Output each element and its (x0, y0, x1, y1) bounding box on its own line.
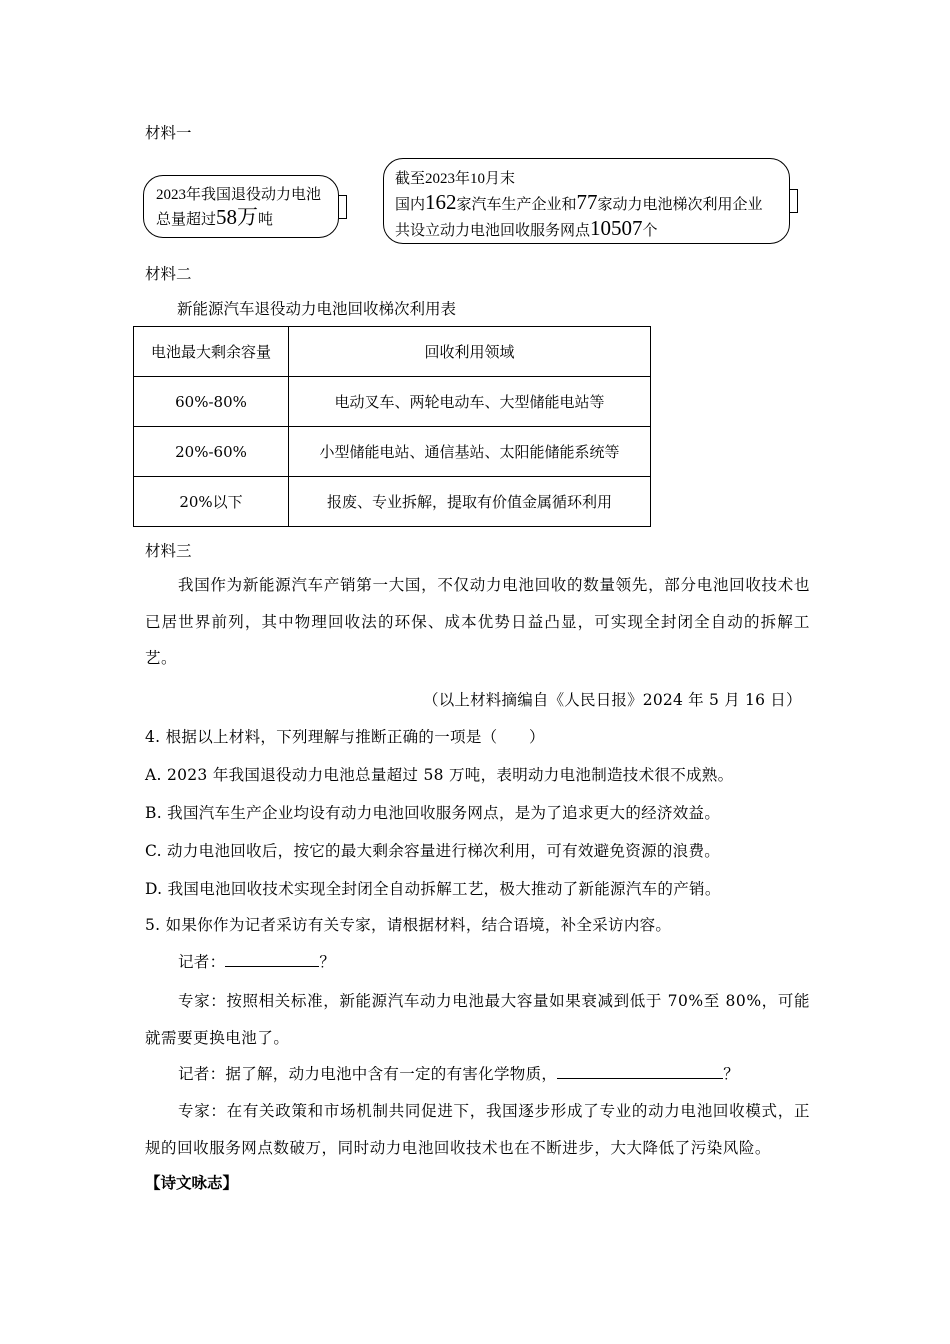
table-title: 新能源汽车退役动力电池回收梯次利用表 (177, 300, 457, 318)
battery2-terminal (790, 189, 798, 213)
material3-paragraph: 我国作为新能源汽车产销第一大国，不仅动力电池回收的数量领先，部分电池回收技术也已居世界前列，其中物理回收法的环保、成本优势日益凸显，可实现全封闭全自动的拆解工艺。 (145, 576, 810, 667)
battery1-number: 58万 (216, 205, 259, 229)
recycling-table (133, 326, 651, 527)
table-header-row (134, 327, 651, 377)
question4-option-c: C. 动力电池回收后，按它的最大剩余容量进行梯次利用，可有效避免资源的浪费。 (145, 842, 721, 860)
reporter-question-2: 记者：据了解，动力电池中含有一定的有害化学物质， ？ (178, 1065, 740, 1083)
question4-stem: 4. 根据以上材料，下列理解与推断正确的一项是（ ） (145, 728, 545, 746)
battery2-line3: 共设立动力电池回收服务网点10507个 (395, 216, 658, 240)
table-row (134, 377, 651, 427)
answer-blank-1[interactable] (225, 952, 319, 967)
table-row (134, 477, 651, 527)
table-cell-usage: 电动叉车、两轮电动车、大型储能电站等 (289, 377, 651, 427)
battery1-line2: 总量超过58万吨 (156, 205, 274, 229)
expert-answer-2: 专家：在有关政策和市场机制共同促进下，我国逐步形成了专业的动力电池回收模式，正规的回收服务网点数破万，同时动力电池回收技术也在不断进步，大大降低了污染风险。 (145, 1102, 810, 1157)
table-cell-usage: 报废、专业拆解，提取有价值金属循环利用 (289, 477, 651, 527)
question4-option-d: D. 我国电池回收技术实现全封闭全自动拆解工艺，极大推动了新能源汽车的产销。 (145, 880, 721, 898)
section-heading: 【诗文咏志】 (145, 1173, 239, 1192)
question4-option-a: A. 2023 年我国退役动力电池总量超过 58 万吨，表明动力电池制造技术很不成熟。 (145, 766, 734, 784)
table-header-usage: 回收利用领域 (289, 327, 651, 377)
material1-heading: 材料一 (145, 124, 192, 142)
material3-heading: 材料三 (145, 542, 192, 560)
material2-heading: 材料二 (145, 265, 192, 283)
table-header-capacity: 电池最大剩余容量 (134, 327, 289, 377)
question4-option-b: B. 我国汽车生产企业均设有动力电池回收服务网点，是为了追求更大的经济效益。 (145, 804, 721, 822)
table-cell-usage: 小型储能电站、通信基站、太阳能储能系统等 (289, 427, 651, 477)
table-cell-capacity: 20%-60% (134, 427, 289, 477)
answer-blank-2[interactable] (557, 1064, 723, 1079)
expert-answer-1: 专家：按照相关标准，新能源汽车动力电池最大容量如果衰减到低于 70%至 80%，可能就需要更换电池了。 (145, 992, 810, 1047)
battery-infographic-service-points (383, 158, 790, 244)
battery1-line1: 2023年我国退役动力电池 (156, 187, 322, 203)
material-source: （以上材料摘编自《人民日报》2024 年 5 月 16 日） (423, 691, 802, 709)
battery2-line1: 截至2023年10月末 (395, 171, 516, 187)
battery2-line2: 国内162家汽车生产企业和77家动力电池梯次利用企业 (395, 190, 763, 214)
reporter-question-1: 记者： ？ (178, 953, 336, 971)
battery-infographic-retired-total (143, 175, 339, 238)
table-cell-capacity: 20%以下 (134, 477, 289, 527)
table-cell-capacity: 60%-80% (134, 377, 289, 427)
battery1-terminal (339, 195, 347, 219)
table-row (134, 427, 651, 477)
question5-stem: 5. 如果你作为记者采访有关专家，请根据材料，结合语境，补全采访内容。 (145, 916, 672, 934)
